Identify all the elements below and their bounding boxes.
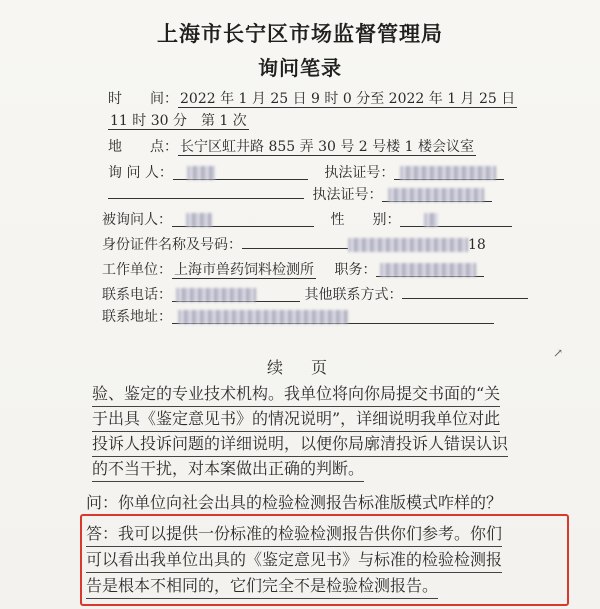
duty-value <box>376 262 484 277</box>
cert-row-2 <box>108 184 492 204</box>
gender-value <box>400 212 512 227</box>
inquirer-value <box>173 165 308 180</box>
inquirer-row <box>108 162 504 182</box>
id-row <box>102 234 486 254</box>
answer-line-1: 答：我可以提供一份标准的检验检测报告供你们参考。你们 <box>86 521 556 547</box>
phone-value <box>172 287 300 302</box>
id-value-tail: 18 <box>468 237 486 253</box>
id-gap <box>242 234 348 249</box>
body-line-2: 于出具《鉴定意见书》的情况说明”，详细说明我单位对此 <box>92 406 562 432</box>
id-label: 身份证件名称及号码： <box>102 237 242 253</box>
place-value: 长宁区虹井路 855 弄 30 号 2 号楼 1 楼会议室 <box>180 139 474 155</box>
cert-label-2: 执法证号： <box>312 187 383 203</box>
duty-label: 职务： <box>334 262 377 278</box>
id-value-redacted <box>348 238 468 252</box>
time-row-continued <box>108 110 249 130</box>
body-line-3: 投诉人投诉问题的详细说明，以便你局廓清投诉人错误认识 <box>92 431 562 457</box>
answer-line-3: 告是根本不相同的，它们完全不是检验检测报告。 <box>86 573 556 599</box>
cert-value-1 <box>394 165 504 180</box>
continued-heading: 续 页 <box>266 358 333 377</box>
address-row <box>102 306 494 326</box>
margin-mark: ↗ <box>553 346 564 360</box>
time-value: 2022 年 1 月 25 日 9 时 0 分至 2022 年 1 月 25 日 <box>180 91 516 107</box>
answer-line-2: 可以看出我单位出具的《鉴定意见书》与标准的检验检测报 <box>86 547 556 573</box>
work-value: 上海市兽药饲料检测所 <box>174 262 314 278</box>
address-value <box>172 309 494 324</box>
time-row <box>108 88 517 108</box>
place-label: 地 点： <box>108 139 178 155</box>
inquirer-label: 询 问 人： <box>108 165 173 181</box>
place-row <box>108 136 476 156</box>
phone-row <box>102 284 528 304</box>
address-label: 联系地址： <box>102 309 172 325</box>
agency-title: 上海市长宁区市场监督管理局 <box>157 21 443 46</box>
time-label: 时 间： <box>108 91 178 107</box>
body-line-1: 验、鉴定的专业技术机构。我单位将向你局提交书面的“关 <box>92 381 562 407</box>
work-row <box>102 259 484 279</box>
cert-value-2 <box>382 187 492 202</box>
inquired-label: 被询问人： <box>102 212 172 228</box>
inquired-value <box>172 212 314 227</box>
question-line: 问：你单位向社会出具的检验检测报告标准版模式咋样的？ <box>86 490 556 516</box>
phone-label: 联系电话： <box>102 287 172 303</box>
cert-label-1: 执法证号： <box>324 165 395 181</box>
time-value-line2: 11 时 30 分 第 1 次 <box>110 113 247 129</box>
record-title: 询问笔录 <box>258 56 342 80</box>
other-contact-value <box>402 284 528 299</box>
other-contact-label: 其他联系方式： <box>304 287 403 303</box>
gender-label: 性 别： <box>330 212 401 228</box>
inquirer-value-2 <box>108 184 304 199</box>
body-line-4: 的不当干扰，对本案做出正确的判断。 <box>92 456 562 482</box>
inquired-row <box>102 209 512 229</box>
work-label: 工作单位： <box>102 262 172 278</box>
